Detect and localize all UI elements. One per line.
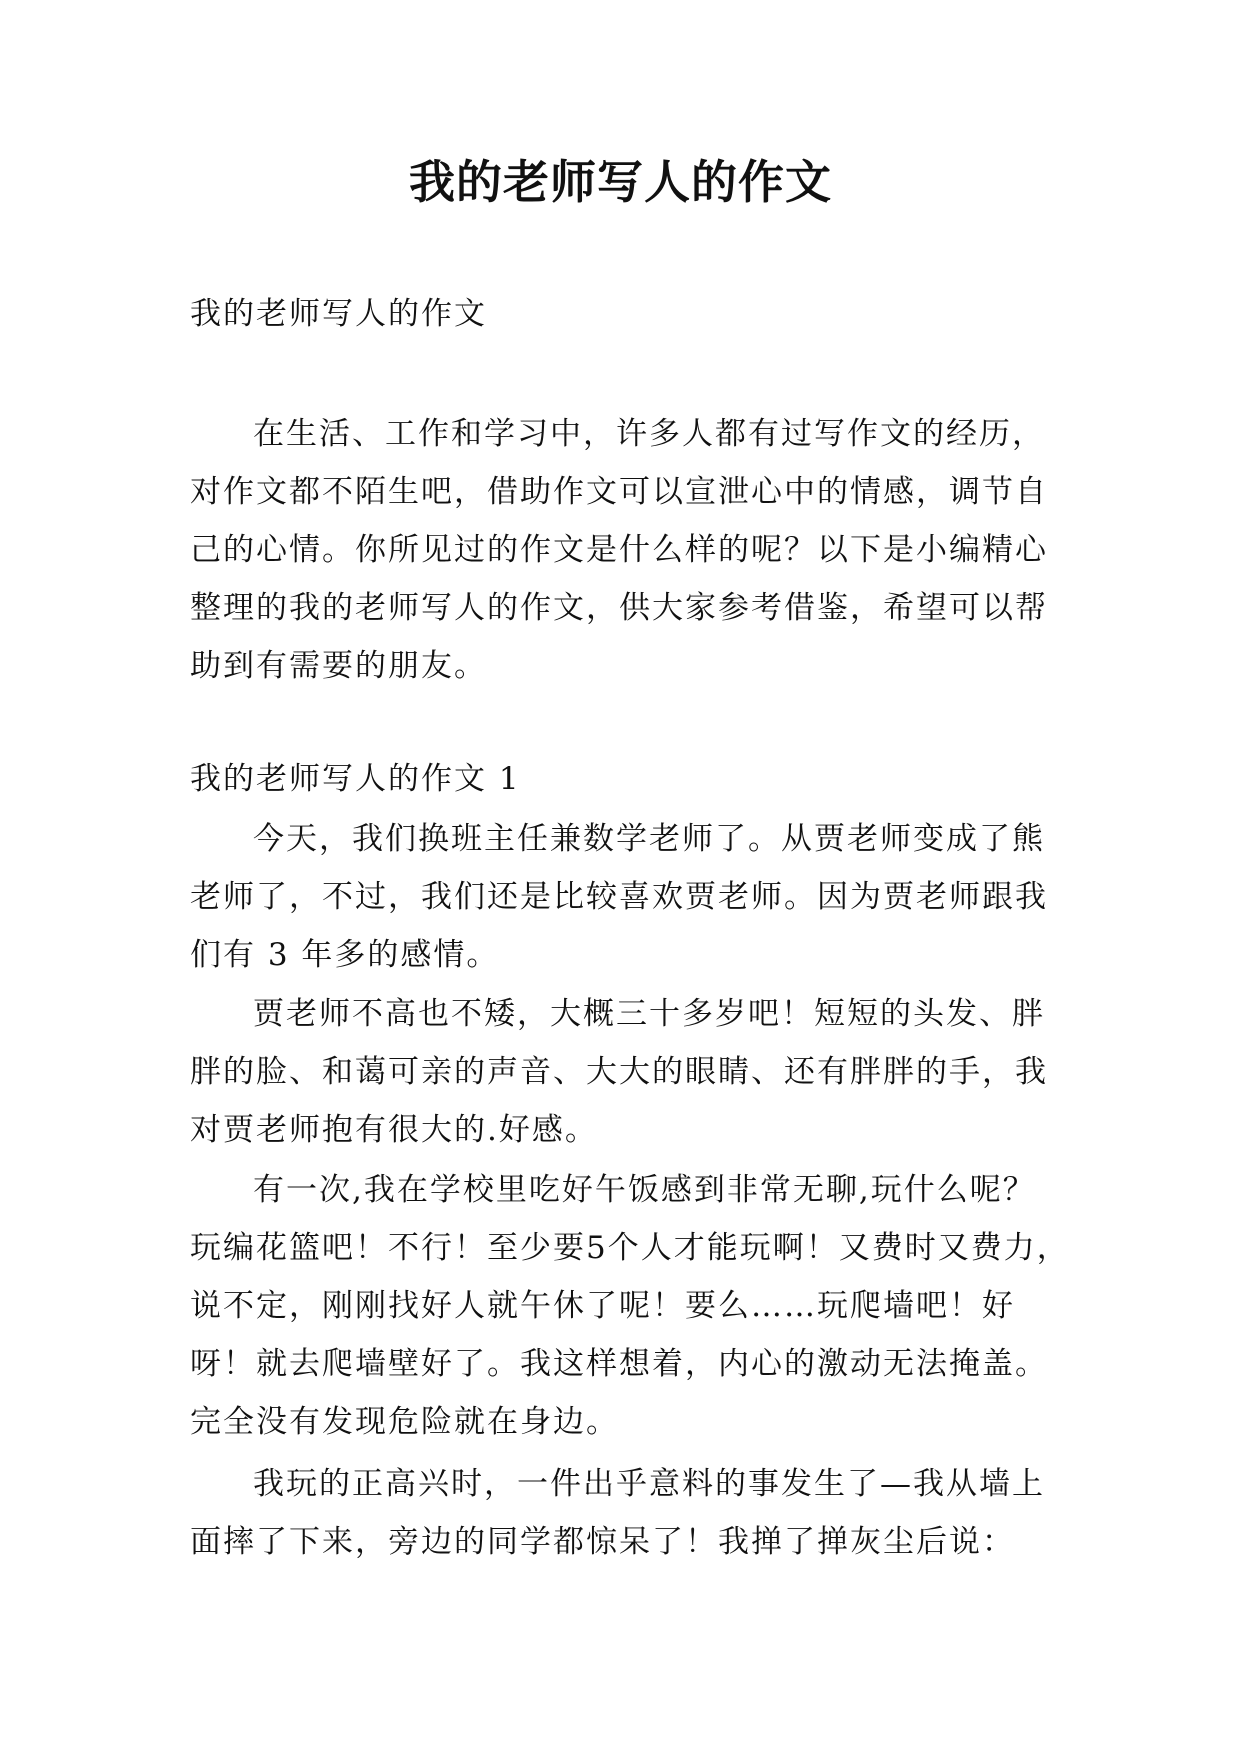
paragraph3-line-2: 玩编花篮吧！不行！至少要5个人才能玩啊！又费时又费力， xyxy=(190,1230,1070,1266)
paragraph2-line-1: 贾老师不高也不矮，大概三十多岁吧！短短的头发、胖 xyxy=(253,996,1045,1032)
paragraph3-line-1: 有一次,我在学校里吃好午饭感到非常无聊,玩什么呢？ xyxy=(253,1172,1036,1208)
section-heading: 我的老师写人的作文 1 xyxy=(190,761,521,797)
paragraph3-line-4: 呀！就去爬墙壁好了。我这样想着，内心的激动无法掩盖。 xyxy=(190,1346,1048,1382)
document-subtitle: 我的老师写人的作文 xyxy=(190,296,487,332)
paragraph1-line-1: 今天，我们换班主任兼数学老师了。从贾老师变成了熊 xyxy=(253,821,1045,857)
intro-line-1: 在生活、工作和学习中，许多人都有过写作文的经历， xyxy=(253,416,1045,452)
paragraph4-line-2: 面摔了下来，旁边的同学都惊呆了！我掸了掸灰尘后说： xyxy=(190,1524,1015,1560)
paragraph2-line-3: 对贾老师抱有很大的.好感。 xyxy=(190,1112,598,1148)
paragraph1-line-2: 老师了，不过，我们还是比较喜欢贾老师。因为贾老师跟我 xyxy=(190,879,1048,915)
paragraph4-line-1: 我玩的正高兴时，一件出乎意料的事发生了—我从墙上 xyxy=(253,1466,1045,1502)
document-title: 我的老师写人的作文 xyxy=(409,155,832,209)
intro-line-2: 对作文都不陌生吧，借助作文可以宣泄心中的情感，调节自 xyxy=(190,474,1048,510)
paragraph2-line-2: 胖的脸、和蔼可亲的声音、大大的眼睛、还有胖胖的手，我 xyxy=(190,1054,1048,1090)
intro-line-3: 己的心情。你所见过的作文是什么样的呢？以下是小编精心 xyxy=(190,532,1048,568)
paragraph3-line-3: 说不定，刚刚找好人就午休了呢！要么……玩爬墙吧！好 xyxy=(190,1288,1015,1324)
paragraph3-line-5: 完全没有发现危险就在身边。 xyxy=(190,1404,619,1440)
intro-line-4: 整理的我的老师写人的作文，供大家参考借鉴，希望可以帮 xyxy=(190,590,1048,626)
intro-line-5: 助到有需要的朋友。 xyxy=(190,648,487,684)
paragraph1-line-3: 们有 3 年多的感情。 xyxy=(190,937,500,973)
